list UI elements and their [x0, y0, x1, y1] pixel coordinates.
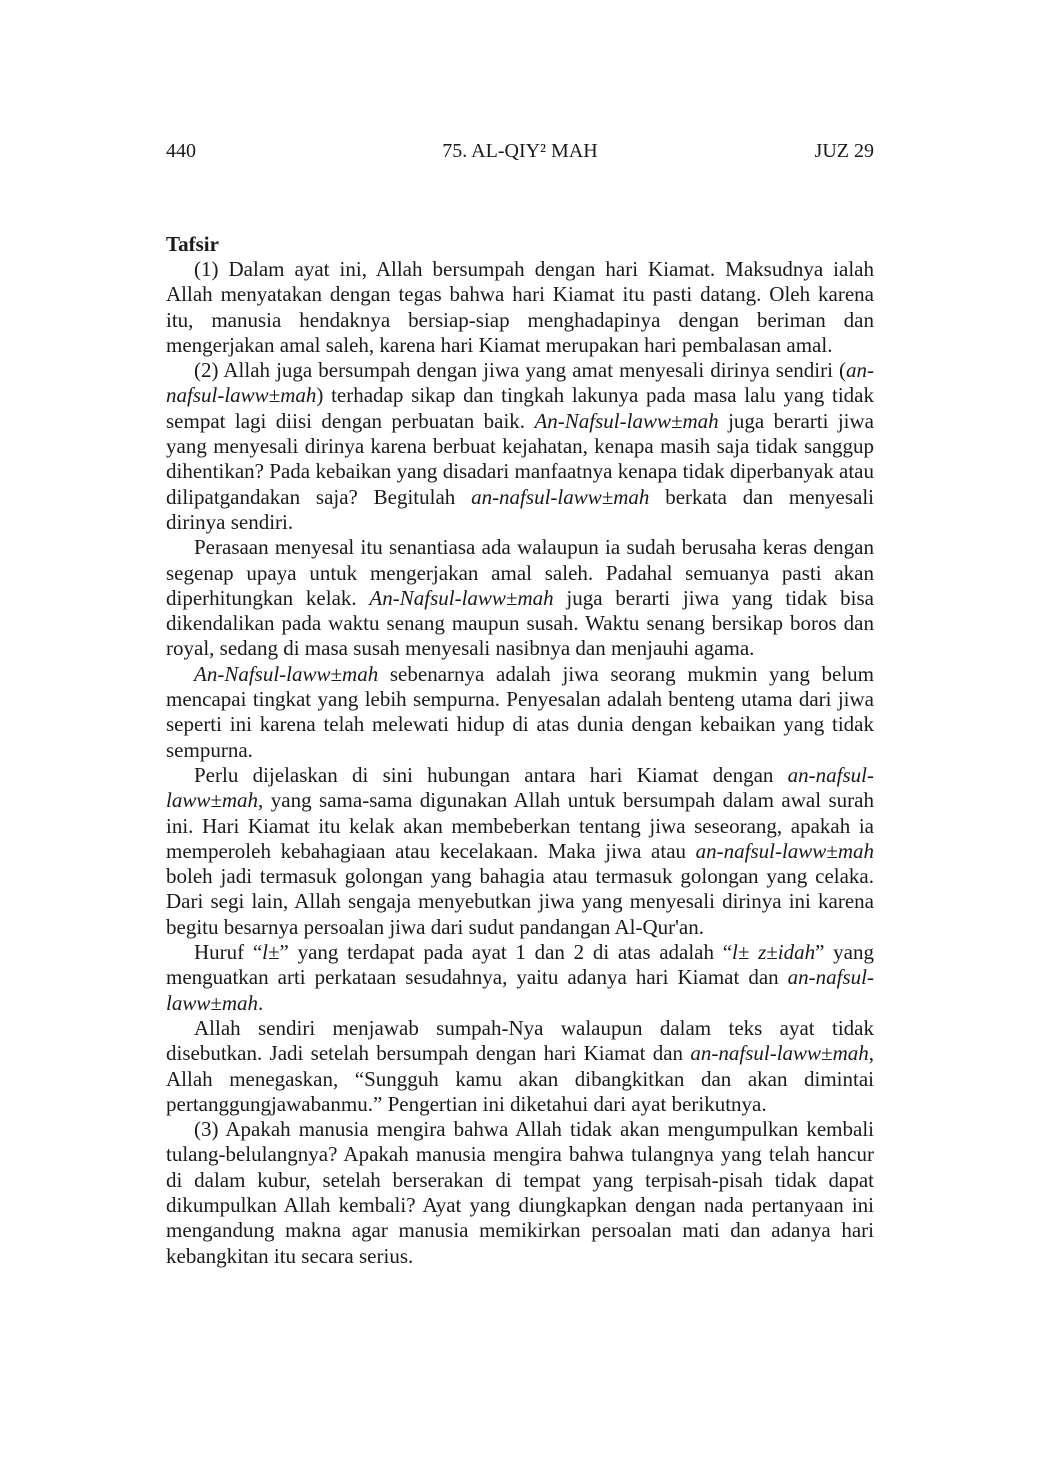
text-run: ” yang terdapat pada ayat 1 dan 2 di atas adalah “: [279, 940, 733, 965]
paragraph: [166, 257, 874, 358]
text-run: (1) Dalam ayat ini, Allah bersumpah dengan hari Kiamat. Maksudnya ialah Allah menyatakan dengan tegas bahwa hari Kiamat itu pasti datang. Oleh karena itu, manusia hendaknya bersiap-siap menghadapinya dengan beriman dan mengerjakan amal saleh, karena hari Kiamat merupakan hari pembalasan amal.: [166, 257, 874, 357]
italic-term: An-Nafsul-laww±mah: [534, 408, 719, 433]
text-run: boleh jadi termasuk golongan yang bahagia atau termasuk golongan yang celaka. Dari segi lain, Allah sengaja menyebutkan jiwa yang menyesali dirinya ini karena begitu besarnya persoalan jiwa dari sudut pandangan Al-Qur'an.: [166, 864, 874, 939]
italic-term: an-nafsul-laww±mah: [166, 965, 874, 1015]
paragraph: [166, 940, 874, 1016]
italic-term: an-nafsul-laww±mah: [695, 838, 874, 863]
surah-title: 75. AL-QIY² MAH: [442, 140, 598, 162]
paragraph: [166, 535, 874, 661]
text-run: , Allah menegaskan, “Sungguh kamu akan dibangkitkan dan akan dimintai pertanggungjawabanmu.” Pengertian ini diketahui dari ayat berikutnya.: [166, 1041, 874, 1116]
text-run: ) terhadap sikap dan tingkah lakunya pada masa lalu yang tidak sempat lagi diisi dengan perbuatan baik.: [166, 383, 874, 433]
italic-term: an-nafsul-laww±mah: [471, 484, 650, 509]
italic-term: an-nafsul-laww±mah: [690, 1041, 869, 1066]
text-run: .: [258, 990, 264, 1015]
text-run: Perasaan menyesal itu senantiasa ada walaupun ia sudah berusaha keras dengan segenap upaya untuk mengerjakan amal saleh. Padahal semuanya pasti akan diperhitungkan kelak.: [166, 535, 874, 610]
text-run: , yang sama-sama digunakan Allah untuk bersumpah dalam awal surah ini. Hari Kiamat itu kelak akan membeberkan tentang jiwa seseorang, apakah ia memperoleh kebahagiaan atau kecelakaan. Maka jiwa atau: [166, 788, 874, 863]
text-run: juga berarti jiwa yang menyesali dirinya karena berbuat kejahatan, kenapa masih saja tidak sanggup dihentikan? Pada kebaikan yang disadari manfaatnya kenapa tidak diperbanyak atau dilipatgandakan saja? Begitulah: [166, 408, 874, 509]
text-run: ” yang menguatkan arti perkataan sesudahnya, yaitu adanya hari Kiamat dan: [166, 940, 874, 990]
text-run: berkata dan menyesali dirinya sendiri.: [166, 484, 874, 534]
page-number: 440: [166, 140, 196, 162]
juz-label: JUZ 29: [814, 140, 874, 162]
book-page: [166, 140, 874, 1269]
italic-term: An-Nafsul-laww±mah: [194, 661, 379, 686]
italic-term: an-nafsul-laww±mah: [166, 358, 874, 408]
italic-term: An-Nafsul-laww±mah: [369, 585, 554, 610]
text-run: sebenarnya adalah jiwa seorang mukmin yang belum mencapai tingkat yang lebih sempurna. Penyesalan adalah benteng utama dari jiwa seperti ini karena telah melewati hidup di atas dunia dengan kebaikan yang tidak sempurna.: [166, 661, 874, 762]
paragraph: [166, 1016, 874, 1117]
text-run: juga berarti jiwa yang tidak bisa dikendalikan pada waktu senang maupun susah. Waktu senang bersikap boros dan royal, sedang di masa susah menyesali nasibnya dan menjauhi agama.: [166, 585, 874, 661]
tafsir-body: [166, 257, 874, 1269]
text-run: Perlu dijelaskan di sini hubungan antara hari Kiamat dengan: [194, 762, 788, 787]
paragraph: [166, 358, 874, 535]
paragraph: [166, 763, 874, 940]
text-run: (3) Apakah manusia mengira bahwa Allah tidak akan mengumpulkan kembali tulang-belulangnya? Apakah manusia mengira bahwa tulangnya yang telah hancur di dalam kubur, setelah berserakan di tempat yang terpisah-pisah tidak dapat dikumpulkan Allah kembali? Ayat yang diungkapkan dengan nada pertanyaan ini mengandung makna agar manusia memikirkan persoalan mati dan adanya hari kebangkitan itu secara serius.: [166, 1117, 874, 1268]
paragraph: [166, 1117, 874, 1269]
paragraph: [166, 662, 874, 763]
text-run: Huruf “: [194, 940, 263, 965]
section-heading: Tafsir: [166, 232, 219, 256]
italic-term: l± z±idah: [732, 940, 816, 965]
text-run: Allah sendiri menjawab sumpah-Nya walaupun dalam teks ayat tidak disebutkan. Jadi setelah bersumpah dengan hari Kiamat dan: [166, 1015, 874, 1066]
text-run: (2) Allah juga bersumpah dengan jiwa yang amat menyesali dirinya sendiri (: [194, 358, 846, 383]
italic-term: l±: [262, 940, 280, 965]
running-header: [166, 140, 874, 176]
italic-term: an-nafsul-laww±mah: [166, 762, 874, 813]
